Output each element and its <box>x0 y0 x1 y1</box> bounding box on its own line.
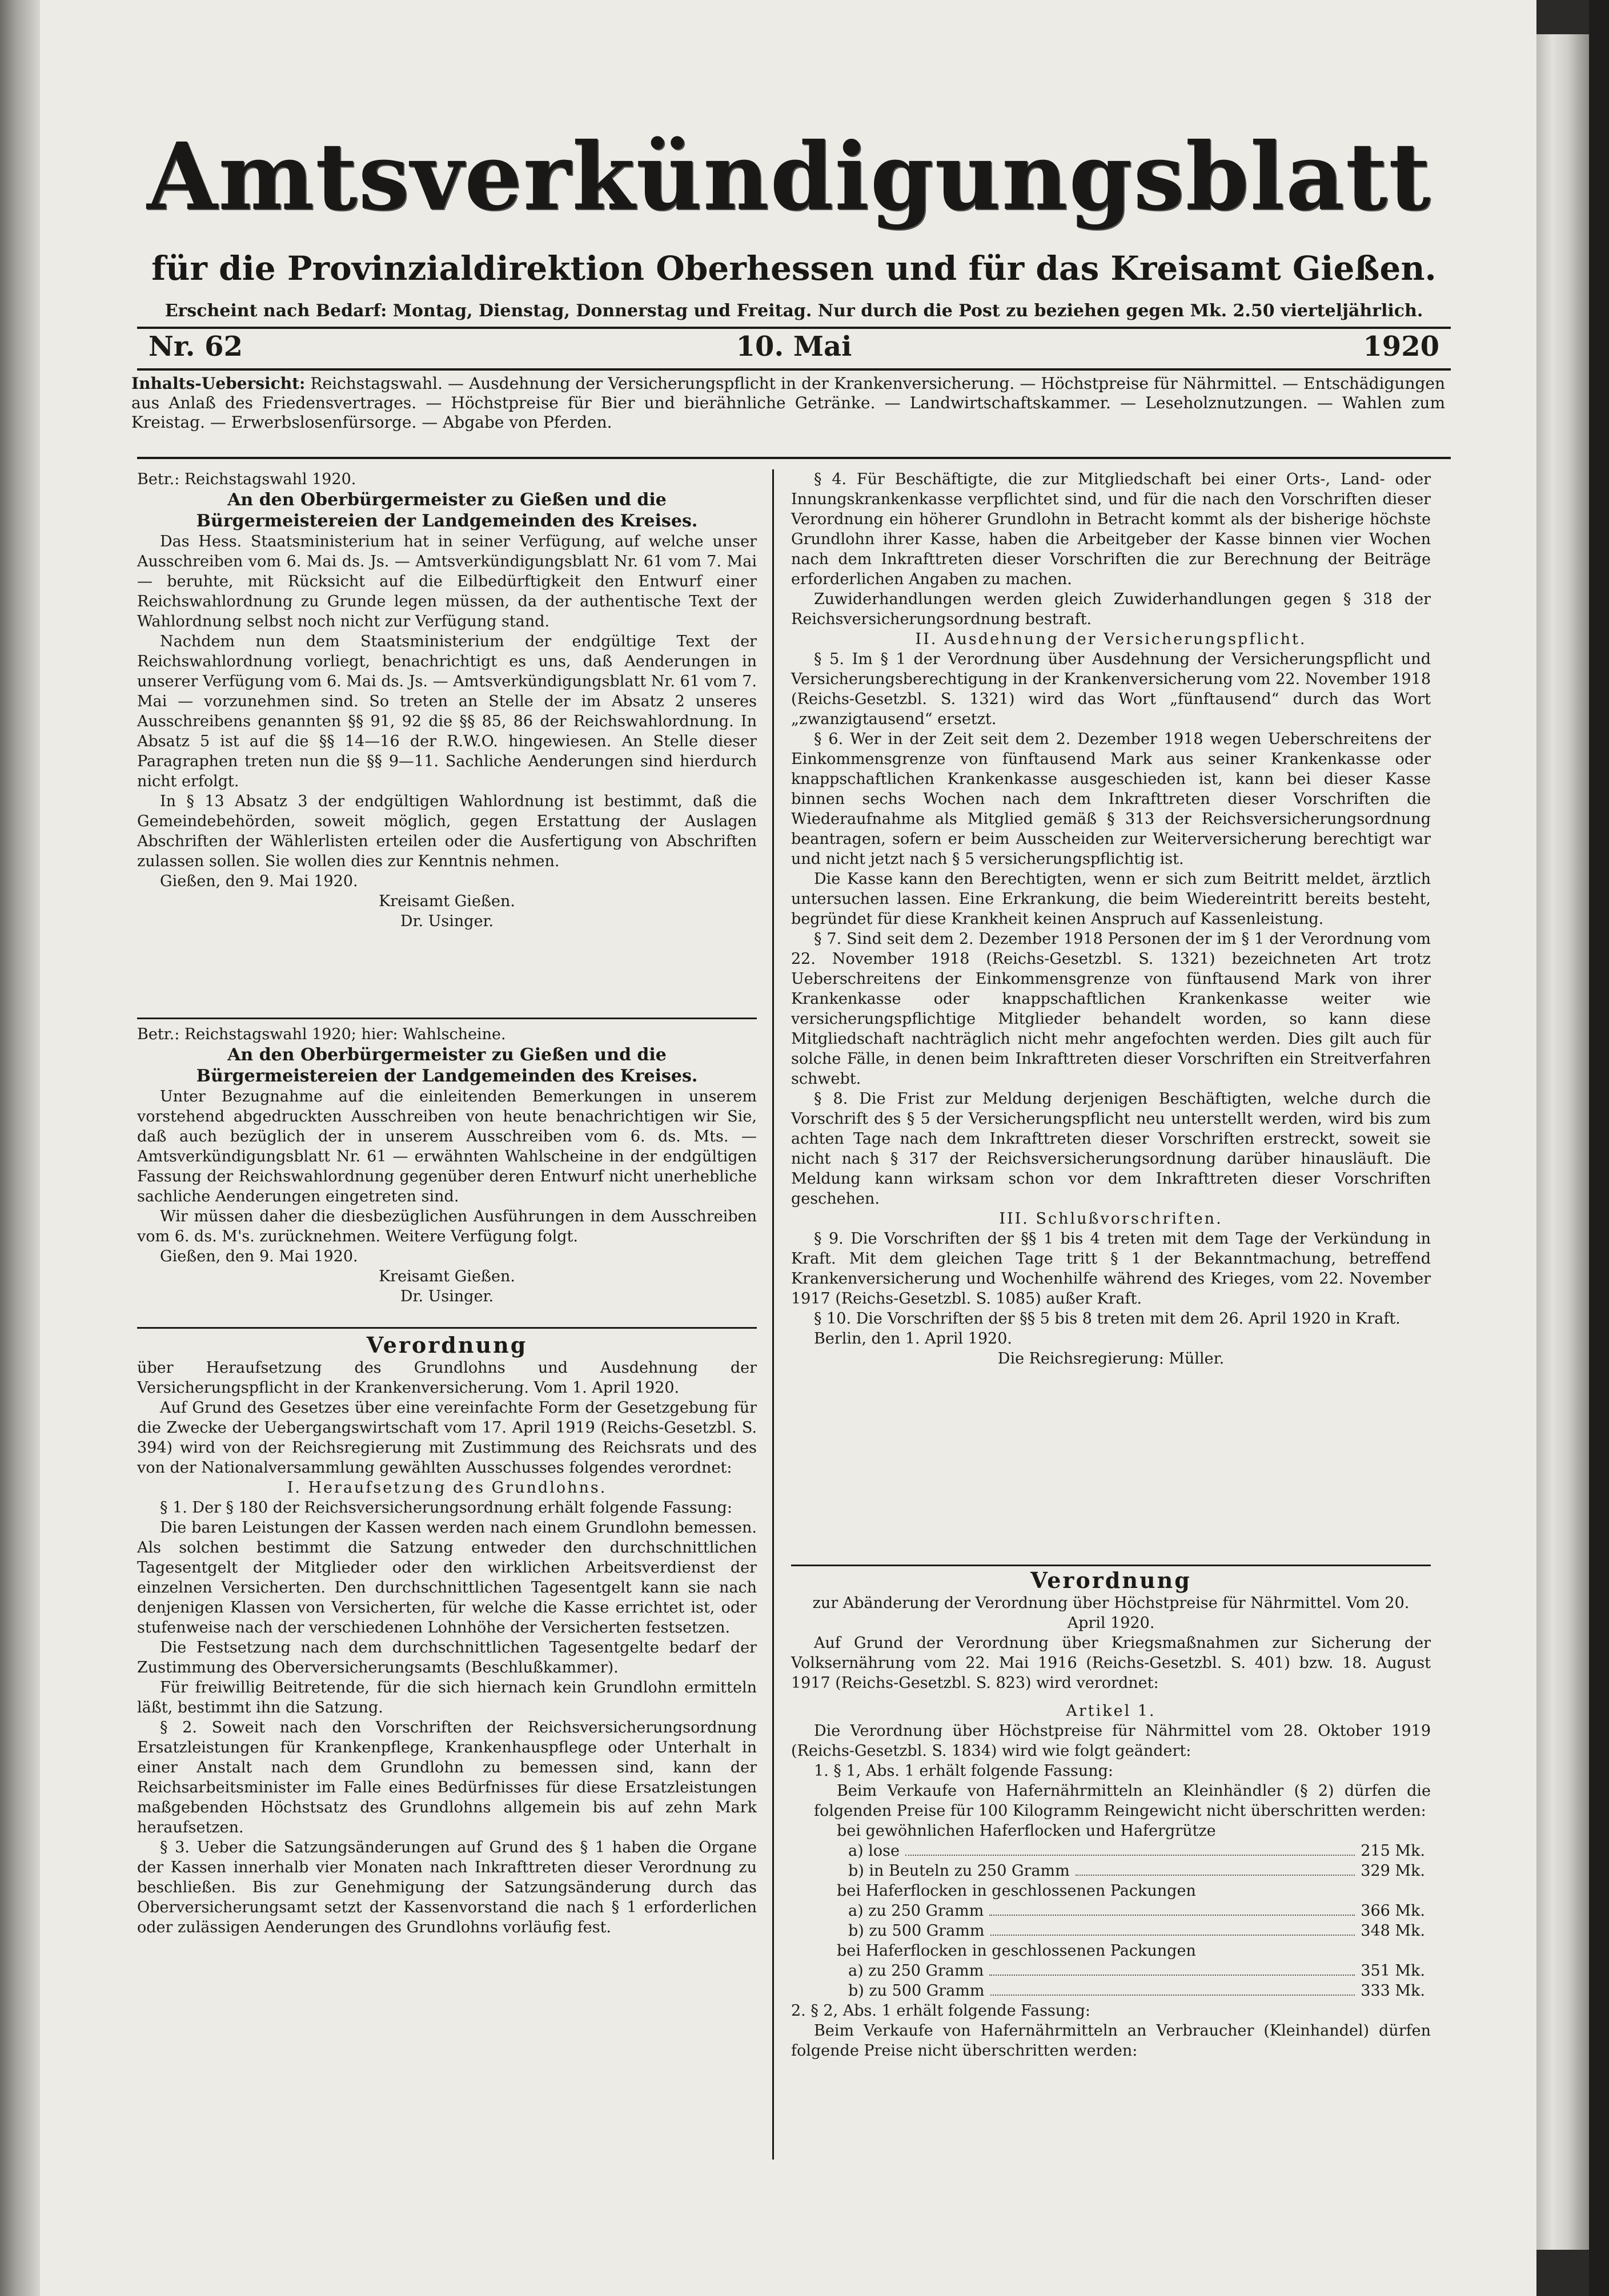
leader-dots <box>1076 1861 1355 1876</box>
book-gutter <box>0 0 40 2296</box>
article-title: Verordnung <box>1030 1567 1191 1593</box>
masthead-title: Amtsverkündigungsblatt <box>147 123 1432 231</box>
article-addressee: An den Oberbürgermeister zu Gießen und die Bürgermeistereien der Landgemeinden des Kreises. <box>196 1045 698 1086</box>
list-item-text: Beim Verkaufe von Hafernährmitteln an Kleinhändler (§ 2) dürfen die folgenden Preise für 100 Kilogramm Reingewicht nicht überschritten werden: <box>814 1782 1431 1820</box>
article-intro: über Heraufsetzung des Grundlohns und Ausdehnung der Versicherungspflicht in der Krankenversicherung. Vom 1. April 1920. <box>137 1359 757 1397</box>
price-row <box>791 1901 1431 1921</box>
article-reference: Betr.: Reichstagswahl 1920. <box>137 471 356 488</box>
price-value: 366 Mk. <box>1361 1902 1425 1920</box>
toc-rule <box>137 457 1451 459</box>
section-paragraph: § 2. Soweit nach den Vorschriften der Reichsversicherungsordnung Ersatzleistungen für Krankenpflege, Krankenhauspflege oder Unterhalt in einer Anstalt nach dem Grundlohn zu bemessen sind, kann der Reichsarbeitsminister im Falle eines Bedürfnisses für diese Ersatzleistungen maßgebenden Höchstsatz des Grundlohns allgemein bis auf zehn Mark heraufsetzen. <box>137 1719 757 1836</box>
section-paragraph: Die Festsetzung nach dem durchschnittlichen Tagesentgelte bedarf der Zustimmung des Oberversicherungsamts (Beschlußkammer). <box>137 1639 757 1676</box>
article-paragraph: Das Hess. Staatsministerium hat in seiner Verfügung, auf welche unser Ausschreiben vom 6. Mai ds. Js. — Amtsverkündigungsblatt Nr. 61 vom 7. Mai — beruhte, mit Rücksicht auf die Eilbedürftigkeit den Entwurf einer Reichswahlordnung zu Grunde legen müssen, da der authentische Text der Wahlordnung selbst noch nicht zur Verfügung stand. <box>137 533 757 630</box>
article-reference: Betr.: Reichstagswahl 1920; hier: Wahlscheine. <box>137 1026 506 1043</box>
list-item: 2. § 2, Abs. 1 erhält folgende Fassung: <box>791 2002 1091 2020</box>
article-verordnung-grundlohn <box>137 1333 757 1937</box>
price-value: 348 Mk. <box>1361 1922 1425 1940</box>
section-paragraph: § 1. Der § 180 der Reichsversicherungsordnung erhält folgende Fassung: <box>160 1499 732 1517</box>
publication-note: Erscheint nach Bedarf: Montag, Dienstag, Donnerstag und Freitag. Nur durch die Post zu beziehen gegen Mk. 2.50 vierteljährlich. <box>164 301 1423 321</box>
price-label: b) zu 500 Gramm <box>848 1982 985 2000</box>
section-heading: III. Schlußvorschriften. <box>999 1210 1223 1228</box>
article-paragraph: Nachdem nun dem Staatsministerium der endgültige Text der Reichswahlordnung vorliegt, benachrichtigt es uns, daß Aenderungen in unserer Verfügung vom 6. Mai ds. Js. — Amtsverkündigungsblatt Nr. 61 vom 7. Mai — vorzunehmen sind. So treten an Stelle der im Absatz 2 unseres Ausschreibens genannten §§ 91, 92 die §§ 85, 86 der Reichswahlordnung. In Absatz 5 ist auf die §§ 14—16 der R.W.O. hingewiesen. An Stelle dieser Paragraphen treten nun die §§ 9—11. Sachliche Aenderungen sind hierdurch nicht erfolgt. <box>137 633 757 790</box>
price-label: b) in Beuteln zu 250 Gramm <box>848 1862 1070 1880</box>
page-edge <box>1536 34 1589 2250</box>
section-paragraph: § 7. Sind seit dem 2. Dezember 1918 Personen der im § 1 der Verordnung vom 22. November 1918 (Reichs-Gesetzbl. S. 1321) bezeichneten Art trotz Ueberschreitens der Einkommensgrenze von fünftausend Mark von ihrer Krankenkasse oder knappschaftlichen Krankenkasse weiter wie versicherungspflichtige Mitglieder behandelt worden, so kann diese Mitgliedschaft nachträglich nicht mehr angefochten werden. Dies gilt auch für solche Fälle, in denen beim Inkrafttreten dieser Vorschriften ein Streitverfahren schwebt. <box>791 930 1431 1088</box>
left-column <box>137 469 757 2251</box>
toc-label: Inhalts-Uebersicht: <box>131 374 306 393</box>
continuation-paragraph: Zuwiderhandlungen werden gleich Zuwiderhandlungen gegen § 318 der Reichsversicherungsordnung bestraft. <box>791 590 1431 628</box>
article-authority: Kreisamt Gießen. <box>379 1268 515 1285</box>
price-row <box>791 1981 1431 2001</box>
article-reichstagswahl <box>137 469 757 931</box>
article-paragraph: In § 13 Absatz 3 der endgültigen Wahlordnung ist bestimmt, daß die Gemeindebehörden, soweit möglich, gegen Erstattung der Auslagen Abschriften der Wählerlisten erteilen oder die Ausfertigung von Abschriften zulassen sollen. Sie wollen dies zur Kenntnis nehmen. <box>137 793 757 870</box>
page-edge-shadow <box>1589 0 1609 2296</box>
article-paragraph: Unter Bezugnahme auf die einleitenden Bemerkungen in unserem vorstehend abgedruckten Ausschreiben von heute benachrichtigen wir Sie, daß auch bezüglich der in unserem Ausschreiben vom 6. ds. Mts. — Amtsverkündigungsblatt Nr. 61 — erwähnten Wahlscheine in der endgültigen Fassung der Reichswahlordnung gegenüber deren Entwurf nicht unerhebliche sachliche Aenderungen eingetreten sind. <box>137 1088 757 1205</box>
section-paragraph: § 10. Die Vorschriften der §§ 5 bis 8 treten mit dem 26. April 1920 in Kraft. <box>814 1310 1401 1328</box>
article-date: Gießen, den 9. Mai 1920. <box>160 1248 358 1265</box>
price-label: b) zu 500 Gramm <box>848 1922 985 1940</box>
article-separator <box>137 1327 757 1329</box>
section-paragraph: Die baren Leistungen der Kassen werden nach einem Grundlohn bemessen. Als solchen bestimmt die Satzung entweder den durchschnittlichen Tagesentgelt der Mitglieder oder den wirklichen Arbeitsverdienst der einzelnen Versicherten. Den durchschnittlichen Tagesentgelt kann sie nach denjenigen Klassen von Versicherten, für welche die Kasse errichtet ist, oder stufenweise nach der verschiedenen Lohnhöhe der Versicherten festsetzen. <box>137 1519 757 1636</box>
article-title: Verordnung <box>366 1332 528 1358</box>
section-paragraph: § 5. Im § 1 der Verordnung über Ausdehnung der Versicherungspflicht und Versicherungsberechtigung in der Krankenversicherung vom 22. November 1918 (Reichs-Gesetzbl. S. 1321) wird das Wort „fünftausend“ durch das Wort „zwanzigtausend“ ersetzt. <box>791 650 1431 728</box>
section-heading: II. Ausdehnung der Versicherungspflicht. <box>915 630 1307 648</box>
article-heading: Artikel 1. <box>1066 1702 1156 1720</box>
section-paragraph: § 9. Die Vorschriften der §§ 1 bis 4 treten mit dem Tage der Verkündung in Kraft. Mit dem gleichen Tage tritt § 1 der Bekanntmachung, betreffend Krankenversicherung und Wochenhilfe während des Krieges, vom 22. November 1917 (Reichs-Gesetzbl. S. 1085) außer Kraft. <box>791 1230 1431 1308</box>
article-date: Gießen, den 9. Mai 1920. <box>160 872 358 890</box>
section-paragraph: § 3. Ueber die Satzungsänderungen auf Grund des § 1 haben die Organe der Kassen innerhalb vier Monaten nach Inkrafttreten dieser Verordnung zu beschließen. Bis zur Genehmigung der Satzungsänderung durch das Oberversicherungsamt setzt der Kassenvorstand die nach § 1 erforderlichen oder zulässigen Aenderungen des Grundlohns vorläufig fest. <box>137 1839 757 1936</box>
issue-number: Nr. 62 <box>149 331 243 363</box>
article-authority: Kreisamt Gießen. <box>379 892 515 910</box>
article-verordnung-naehrmittel <box>791 1568 1431 2061</box>
table-of-contents <box>131 374 1445 448</box>
section-paragraph: Für freiwillig Beitretende, für die sich hiernach kein Grundlohn ermitteln läßt, bestimmt ihn die Satzung. <box>137 1679 757 1716</box>
price-group-label: bei Haferflocken in geschlossenen Packungen <box>837 1882 1196 1900</box>
right-column <box>791 469 1431 2251</box>
closing-signature: Die Reichsregierung: Müller. <box>997 1350 1225 1368</box>
article-paragraph: Wir müssen daher die diesbezüglichen Ausführungen in dem Ausschreiben vom 6. ds. M's. zurücknehmen. Weitere Verfügung folgt. <box>137 1208 757 1245</box>
article-signature: Dr. Usinger. <box>400 1288 494 1305</box>
article-signature: Dr. Usinger. <box>400 912 494 930</box>
article-paragraph: Auf Grund des Gesetzes über eine vereinfachte Form der Gesetzgebung für die Zwecke der Uebergangswirtschaft vom 17. April 1919 (Reichs-Gesetzbl. S. 394) wird von der Reichsregierung mit Zustimmung des Reichsrats und des von der Nationalversammlung gewählten Ausschusses folgendes verordnet: <box>137 1399 757 1477</box>
price-value: 215 Mk. <box>1361 1842 1425 1860</box>
article-paragraph: Auf Grund der Verordnung über Kriegsmaßnahmen zur Sicherung der Volksernährung vom 22. Mai 1916 (Reichs-Gesetzbl. S. 401) bzw. 18. August 1917 (Reichs-Gesetzbl. S. 823) wird verordnet: <box>791 1634 1431 1692</box>
section-paragraph: Die Kasse kann den Berechtigten, wenn er sich zum Beitritt meldet, ärztlich untersuchen lassen. Eine Erkrankung, die beim Wiedereintritt bereits besteht, begründet für diese Krankheit keinen Anspruch auf Kassenleistung. <box>791 870 1431 928</box>
article-intro: zur Abänderung der Verordnung über Höchstpreise für Nährmittel. Vom 20. April 1920. <box>812 1594 1410 1632</box>
article-text: Die Verordnung über Höchstpreise für Nährmittel vom 28. Oktober 1919 (Reichs-Gesetzbl. S. 1834) wird wie folgt geändert: <box>791 1722 1431 1760</box>
leader-dots <box>989 1961 1355 1976</box>
article-addressee: An den Oberbürgermeister zu Gießen und die Bürgermeistereien der Landgemeinden des Kreises. <box>196 490 698 531</box>
section-paragraph: § 8. Die Frist zur Meldung derjenigen Beschäftigten, welche durch die Vorschrift des § 5 der Versicherungspflicht neu unterstellt werden, wird bis zum achten Tage nach dem Inkrafttreten dieser Vorschriften erstreckt, soweit sie nicht nach § 317 der Reichsversicherungsordnung darüber hinausläuft. Die Meldung kann wirksam schon vor dem Inkrafttreten dieser Vorschriften geschehen. <box>791 1090 1431 1208</box>
column-divider <box>772 469 774 2160</box>
toc-text: Reichstagswahl. — Ausdehnung der Versicherungspflicht in der Krankenversicherung. — Höchstpreise für Nährmittel. — Entschädigungen aus Anlaß des Friedensvertrages. — Höchstpreise für Bier und bierähnliche Getränke. — Landwirtschaftskammer. — Leseholznutzungen. — Wahlen zum Kreistag. — Erwerbslosenfürsorge. — Abgabe von Pferden. <box>131 374 1446 432</box>
price-value: 351 Mk. <box>1361 1962 1425 1980</box>
article-wahlscheine <box>137 1024 757 1306</box>
section-paragraph: § 6. Wer in der Zeit seit dem 2. Dezember 1918 wegen Ueberschreitens der Einkommensgrenze von fünftausend Mark aus seiner Krankenkasse oder knappschaftlichen Krankenkasse ausgeschieden ist, kann bei dieser Kasse binnen sechs Wochen nach dem Inkrafttreten dieser Vorschriften die Wiederaufnahme als Mitglied gemäß § 313 der Reichsversicherungsordnung beantragen, sofern er beim Ausscheiden zur Weiterversicherung berechtigt war und nicht jetzt nach § 5 versicherungspflichtig ist. <box>791 730 1431 868</box>
issue-line <box>149 327 1439 367</box>
leader-dots <box>990 1981 1355 1996</box>
price-group-label: bei Haferflocken in geschlossenen Packungen <box>837 1942 1196 1960</box>
price-group-label: bei gewöhnlichen Haferflocken und Hafergrütze <box>837 1822 1216 1840</box>
list-item: 1. § 1, Abs. 1 erhält folgende Fassung: <box>814 1762 1114 1780</box>
price-row <box>791 1921 1431 1941</box>
price-row <box>791 1861 1431 1881</box>
article-separator <box>791 1565 1431 1566</box>
article-separator <box>137 1018 757 1019</box>
issue-year: 1920 <box>1363 331 1439 363</box>
leader-dots <box>990 1921 1355 1936</box>
issue-date: 10. Mai <box>736 331 852 363</box>
price-row <box>791 1961 1431 1981</box>
price-label: a) lose <box>848 1842 900 1860</box>
section-heading: I. Heraufsetzung des Grundlohns. <box>287 1479 607 1497</box>
price-value: 329 Mk. <box>1361 1862 1425 1880</box>
leader-dots <box>905 1841 1355 1856</box>
price-label: a) zu 250 Gramm <box>848 1962 984 1980</box>
price-row <box>791 1841 1431 1861</box>
price-value: 333 Mk. <box>1361 1982 1425 2000</box>
continuation-paragraph: § 4. Für Beschäftigte, die zur Mitgliedschaft bei einer Orts-, Land- oder Innungskrankenkasse verpflichtet sind, und für die nach den Vorschriften dieser Verordnung ein höherer Grundlohn in Betracht kommt als der bisherige höchste Grundlohn ihrer Kasse, haben die Arbeitgeber der Kasse binnen vier Wochen nach dem Inkrafttreten dieser Vorschriften die zur Berechnung der Beiträge erforderlichen Angaben zu machen. <box>791 471 1431 588</box>
masthead-rule-bottom <box>137 368 1451 371</box>
list-item-text: Beim Verkaufe von Hafernährmitteln an Verbraucher (Kleinhandel) dürfen folgende Preise nicht überschritten werden: <box>791 2022 1431 2060</box>
leader-dots <box>989 1901 1355 1916</box>
masthead-subtitle: für die Provinzialdirektion Oberhessen und für das Kreisamt Gießen. <box>151 249 1437 288</box>
closing-date: Berlin, den 1. April 1920. <box>814 1330 1012 1348</box>
price-label: a) zu 250 Gramm <box>848 1902 984 1920</box>
article-continuation <box>791 469 1431 1369</box>
